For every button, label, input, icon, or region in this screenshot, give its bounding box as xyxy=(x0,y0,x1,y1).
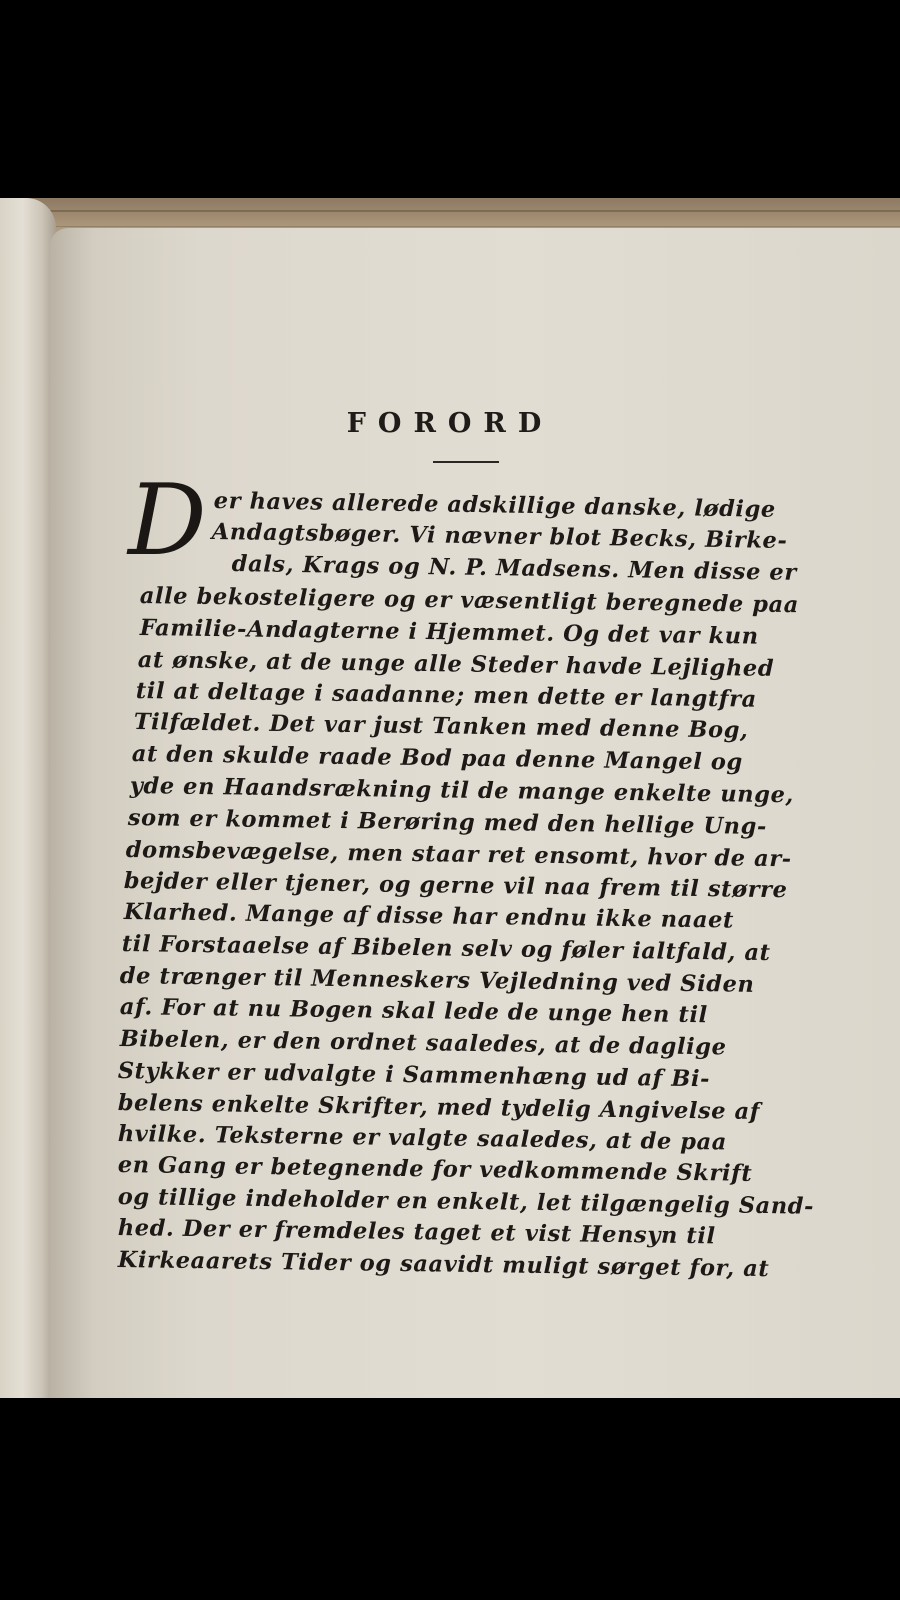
text-line: hvilke. Teksterne er valgte saaledes, at de paa xyxy=(117,1120,728,1156)
title-underline xyxy=(433,461,499,463)
text-line: til Forstaaelse af Bibelen selv og føler ialtfald, at xyxy=(121,930,771,967)
text-line: bejder eller tjener, og gerne vil naa frem til større xyxy=(123,867,788,904)
text-line: at den skulde raade Bod paa denne Mangel og xyxy=(131,740,743,776)
text-line: dals, Krags og N. P. Madsens. Men disse er xyxy=(231,550,797,586)
drop-cap: D xyxy=(128,464,207,578)
text-line: Andagtsbøger. Vi nævner blot Becks, Birke- xyxy=(211,518,788,555)
text-line: Kirkeaarets Tider og saavidt muligt sørget for, at xyxy=(117,1246,770,1283)
text-line: hed. Der er fremdeles taget et vist Hensyn til xyxy=(117,1214,716,1250)
text-line: Tilfældet. Det var just Tanken med denne Bog, xyxy=(133,708,749,744)
text-line: er haves allerede adskillige danske, lødige xyxy=(213,487,777,523)
text-line: af. For at nu Bogen skal lede de unge hen til xyxy=(119,993,708,1029)
text-line: og tillige indeholder en enkelt, let tilgængelig Sand- xyxy=(117,1183,815,1220)
text-line: Familie-Andagterne i Hjemmet. Og det var kun xyxy=(139,614,759,650)
left-page-edge xyxy=(0,198,56,1398)
text-line: alle bekosteligere og er væsentligt beregnede paa xyxy=(139,582,800,619)
text-line: en Gang er betegnende for vedkommende Skrift xyxy=(117,1151,753,1187)
page-title: FORORD xyxy=(346,408,554,439)
text-line: yde en Haandsrækning til de mange enkelte unge, xyxy=(129,772,795,809)
text-line: som er kommet i Berøring med den hellige Ung- xyxy=(127,804,768,840)
text-line: domsbevægelse, men staar ret ensomt, hvor de ar- xyxy=(125,836,792,873)
text-line: de trænger til Menneskers Vejledning ved Siden xyxy=(119,962,755,998)
text-line: Klarhed. Mange af disse har endnu ikke naaet xyxy=(123,898,735,934)
text-line: belens enkelte Skrifter, med tydelig Angivelse af xyxy=(117,1089,761,1125)
text-line: at ønske, at de unge alle Steder havde Lejlighed xyxy=(137,646,775,682)
text-line: Bibelen, er den ordnet saaledes, at de daglige xyxy=(119,1025,727,1061)
text-line: til at deltage i saadanne; men dette er langtfra xyxy=(135,677,758,713)
text-line: Stykker er udvalgte i Sammenhæng ud af Bi- xyxy=(117,1057,711,1093)
